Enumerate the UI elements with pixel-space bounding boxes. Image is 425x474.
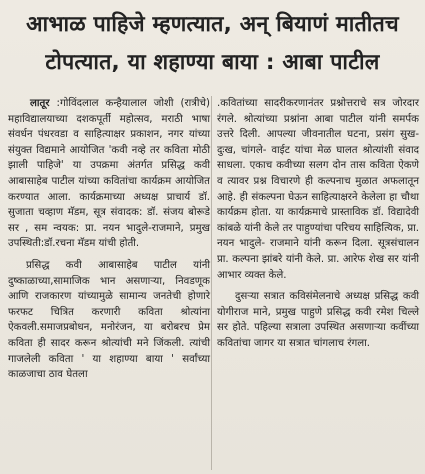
headline: [0, 6, 425, 82]
column-divider: [211, 96, 212, 470]
paragraph-text: :गोविंदलाल कन्हैयालाल जोशी (रात्रीचे) महाविद्यालयाच्या दशकपूर्ती महोत्सव, मराठी भाषा संवर्धन पंधरवडा व साहित्याक्षर प्रकाशन, नगर यांच्या संयुक्त विद्यमाने आयोजित 'कवी नव्हे तर कविता मोठी झाली पाहिजे' या उपक्रमा अंतर्गत प्रसिद्ध कवी आबासाहेब पाटील यांच्या कवितांचा कार्यक्रम आयोजित करण्यात आला. कार्यक्रमाच्या अध्यक्ष प्राचार्य डॉ. सुजाता चव्हाण मॅडम, सूत्र संवादक: डॉ. संजय बोरूडे सर , सम न्वयक: प्रा. नयन भादुले-राजमाने, प्रमुख उपस्थिती:डॉ.रचना मॅडम यांची होती.: [8, 98, 210, 250]
headline-line-2: टोपत्यात, या शहाण्या बाया : आबा पाटील: [45, 50, 380, 75]
article-right-column: [217, 96, 419, 352]
headline-line-1: आभाळ पाहिजे म्हणत्यात, अन् बियाणं मातीतच: [26, 12, 399, 37]
article-paragraph: दुसऱ्या सत्रात कविसंमेलनाचे अध्यक्ष प्रसिद्ध कवी योगीराज माने, प्रमुख पाहुणे प्रसिद्ध कवी रमेश चिल्ले सर होते. पहिल्या सत्राला उपस्थित असणाऱ्या कवींच्या कवितांचा जागर या सत्रात चांगलाच रंगला.: [217, 291, 419, 349]
article-left-column: [8, 96, 210, 383]
article-paragraph: प्रसिद्ध कवी आबासाहेब पाटील यांनी दुष्काळाच्या,सामाजिक भान असणाऱ्या, निवडणूक आणि राजकारण यांच्यामुळे सामान्य जनतेची होणारे फरफट चित्रित करणारी कविता श्रोत्यांना ऐकवली.समाजप्रबोधन, मनोरंजन, या बरोबरच प्रेम कविता ही सादर करून श्रोत्यांची मने जिंकली. त्यांची गाजलेली कविता ' या शहाण्या बाया ' सर्वांच्या काळजाचा ठाव घेतला: [8, 259, 210, 381]
article-paragraph: .कवितांच्या सादरीकरणानंतर प्रश्नोत्तराचे सत्र जोरदार रंगले. श्रोत्यांच्या प्रश्नांना आबा पाटील यांनी समर्पक उत्तरे दिली. आपल्या जीवनातील घटना, प्रसंग सुख-दुःख, चांगले- वाईट यांचा मेळ घालत श्रोत्यांशी संवाद साधला. एकाच कवीच्या सलग दोन तास कविता ऐकणे व त्यावर प्रश्न विचारणे ही कल्पनाच मुळात अफलातून आहे. ही संकल्पना घेऊन साहित्याक्षरने केलेला हा चौथा कार्यक्रम होता. या कार्यक्रमाचे प्रास्ताविक डॉ. विद्यादेवी कांबळे यांनी केले तर पाहुण्यांचा परिचय साहित्यिक, प्रा. नयन भादुले- राजमाने यांनी करून दिला. सूत्रसंचालन प्रा. कल्पना झांबरे यांनी केले. प्रा. आरेफ शेख सर यांनी आभार व्यक्त केले.: [217, 98, 419, 281]
article-paragraph: [8, 96, 210, 252]
dateline: लातूर: [30, 98, 50, 109]
